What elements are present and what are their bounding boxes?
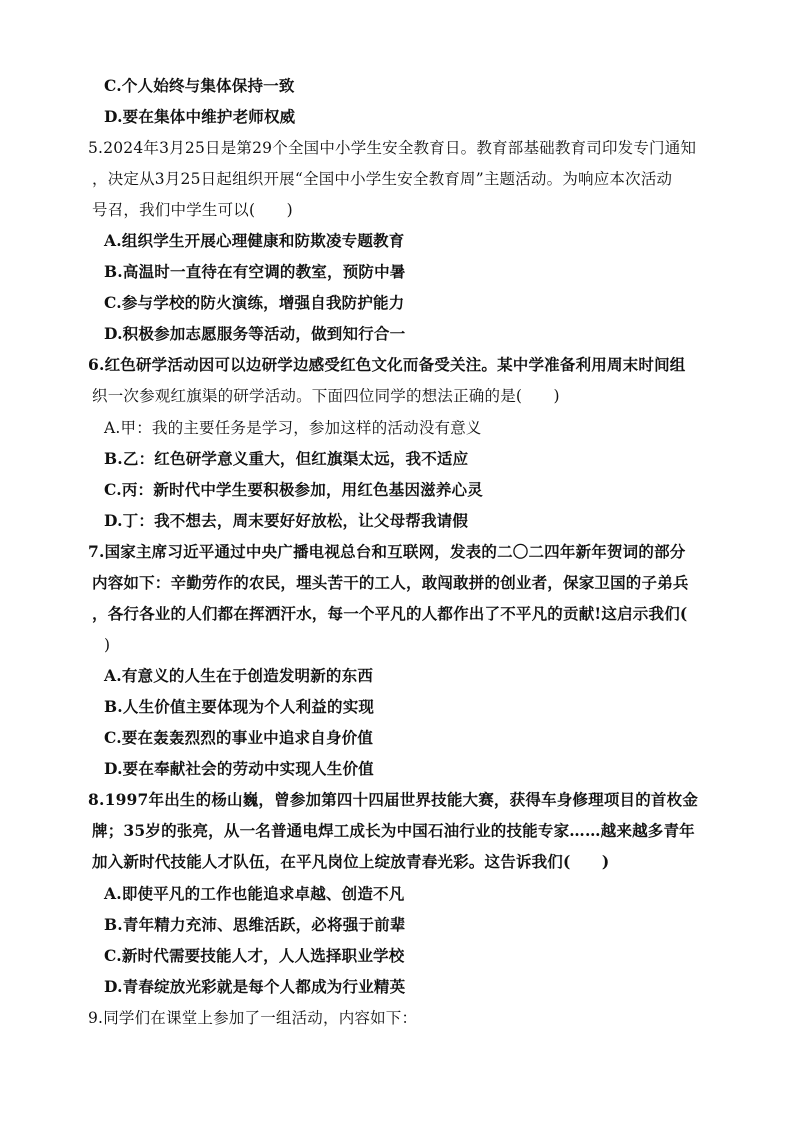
q8-option-b: B.青年精力充沛、思维活跃，必将强于前辈 — [104, 915, 406, 934]
q8-option-c: C.新时代需要技能人才，人人选择职业学校 — [104, 946, 405, 965]
q4-option-c: C.个人始终与集体保持一致 — [104, 76, 295, 95]
q5-stem-line-1: 5.2024年3月25日是第29个全国中小学生安全教育日。教育部基础教育司印发专门通知 — [88, 139, 697, 157]
q4-option-d: D.要在集体中维护老师权威 — [104, 107, 296, 126]
q5-option-c: C.参与学校的防火演练，增强自我防护能力 — [104, 293, 405, 312]
q8-stem-line-2: 牌；35岁的张亮，从一名普通电焊工成长为中国石油行业的技能专家……越来越多青年 — [92, 821, 695, 840]
q5-option-d: D.积极参加志愿服务等活动，做到知行合一 — [104, 324, 406, 343]
q8-option-a: A.即使平凡的工作也能追求卓越、创造不凡 — [104, 884, 405, 903]
q6-option-b: B.乙：红色研学意义重大，但红旗渠太远，我不适应 — [104, 449, 469, 468]
q7-stem-line-1: 7.国家主席习近平通过中央广播电视总台和互联网，发表的二〇二四年新年贺词的部分 — [88, 542, 686, 561]
q6-stem-line-2: 织一次参观红旗渠的研学活动。下面四位同学的想法正确的是( ) — [92, 387, 560, 405]
q7-option-b: B.人生价值主要体现为个人利益的实现 — [104, 697, 375, 716]
q7-stem-line-2: 内容如下：辛勤劳作的农民，埋头苦干的工人，敢闯敢拼的创业者，保家卫国的子弟兵 — [92, 573, 689, 592]
q9-stem-line-1: 9.同学们在课堂上参加了一组活动，内容如下： — [88, 1009, 418, 1027]
q7-option-a: A.有意义的人生在于创造发明新的东西 — [104, 666, 374, 685]
q7-answer-paren: ) — [104, 636, 111, 654]
q5-stem-line-3: 号召，我们中学生可以( ) — [92, 201, 293, 219]
q8-stem-line-3: 加入新时代技能人才队伍，在平凡岗位上绽放青春光彩。这告诉我们( ) — [92, 852, 610, 871]
q6-option-c: C.丙：新时代中学生要积极参加，用红色基因滋养心灵 — [104, 480, 483, 499]
q8-option-d: D.青春绽放光彩就是每个人都成为行业精英 — [104, 977, 406, 996]
q6-stem-line-1: 6.红色研学活动因可以边研学边感受红色文化而备受关注。某中学准备利用周末时间组 — [88, 355, 686, 374]
q5-option-b: B.高温时一直待在有空调的教室，预防中暑 — [104, 262, 406, 281]
q6-option-a: A.甲：我的主要任务是学习，参加这样的活动没有意义 — [104, 419, 482, 437]
q5-stem-line-2: ，决定从3月25日起组织开展“全国中小学生安全教育周”主题活动。为响应本次活动 — [92, 170, 673, 188]
q7-stem-line-3: ，各行各业的人们都在挥洒汗水，每一个平凡的人都作出了不平凡的贡献!这启示我们( — [92, 604, 688, 623]
q7-option-c: C.要在轰轰烈烈的事业中追求自身价值 — [104, 728, 374, 747]
q5-option-a: A.组织学生开展心理健康和防欺凌专题教育 — [104, 231, 405, 250]
q6-option-d: D.丁：我不想去，周末要好好放松，让父母帮我请假 — [104, 511, 469, 530]
q7-option-d: D.要在奉献社会的劳动中实现人生价值 — [104, 759, 374, 778]
q8-stem-line-1: 8.1997年出生的杨山巍，曾参加第四十四届世界技能大赛，获得车身修理项目的首枚金 — [88, 790, 699, 809]
